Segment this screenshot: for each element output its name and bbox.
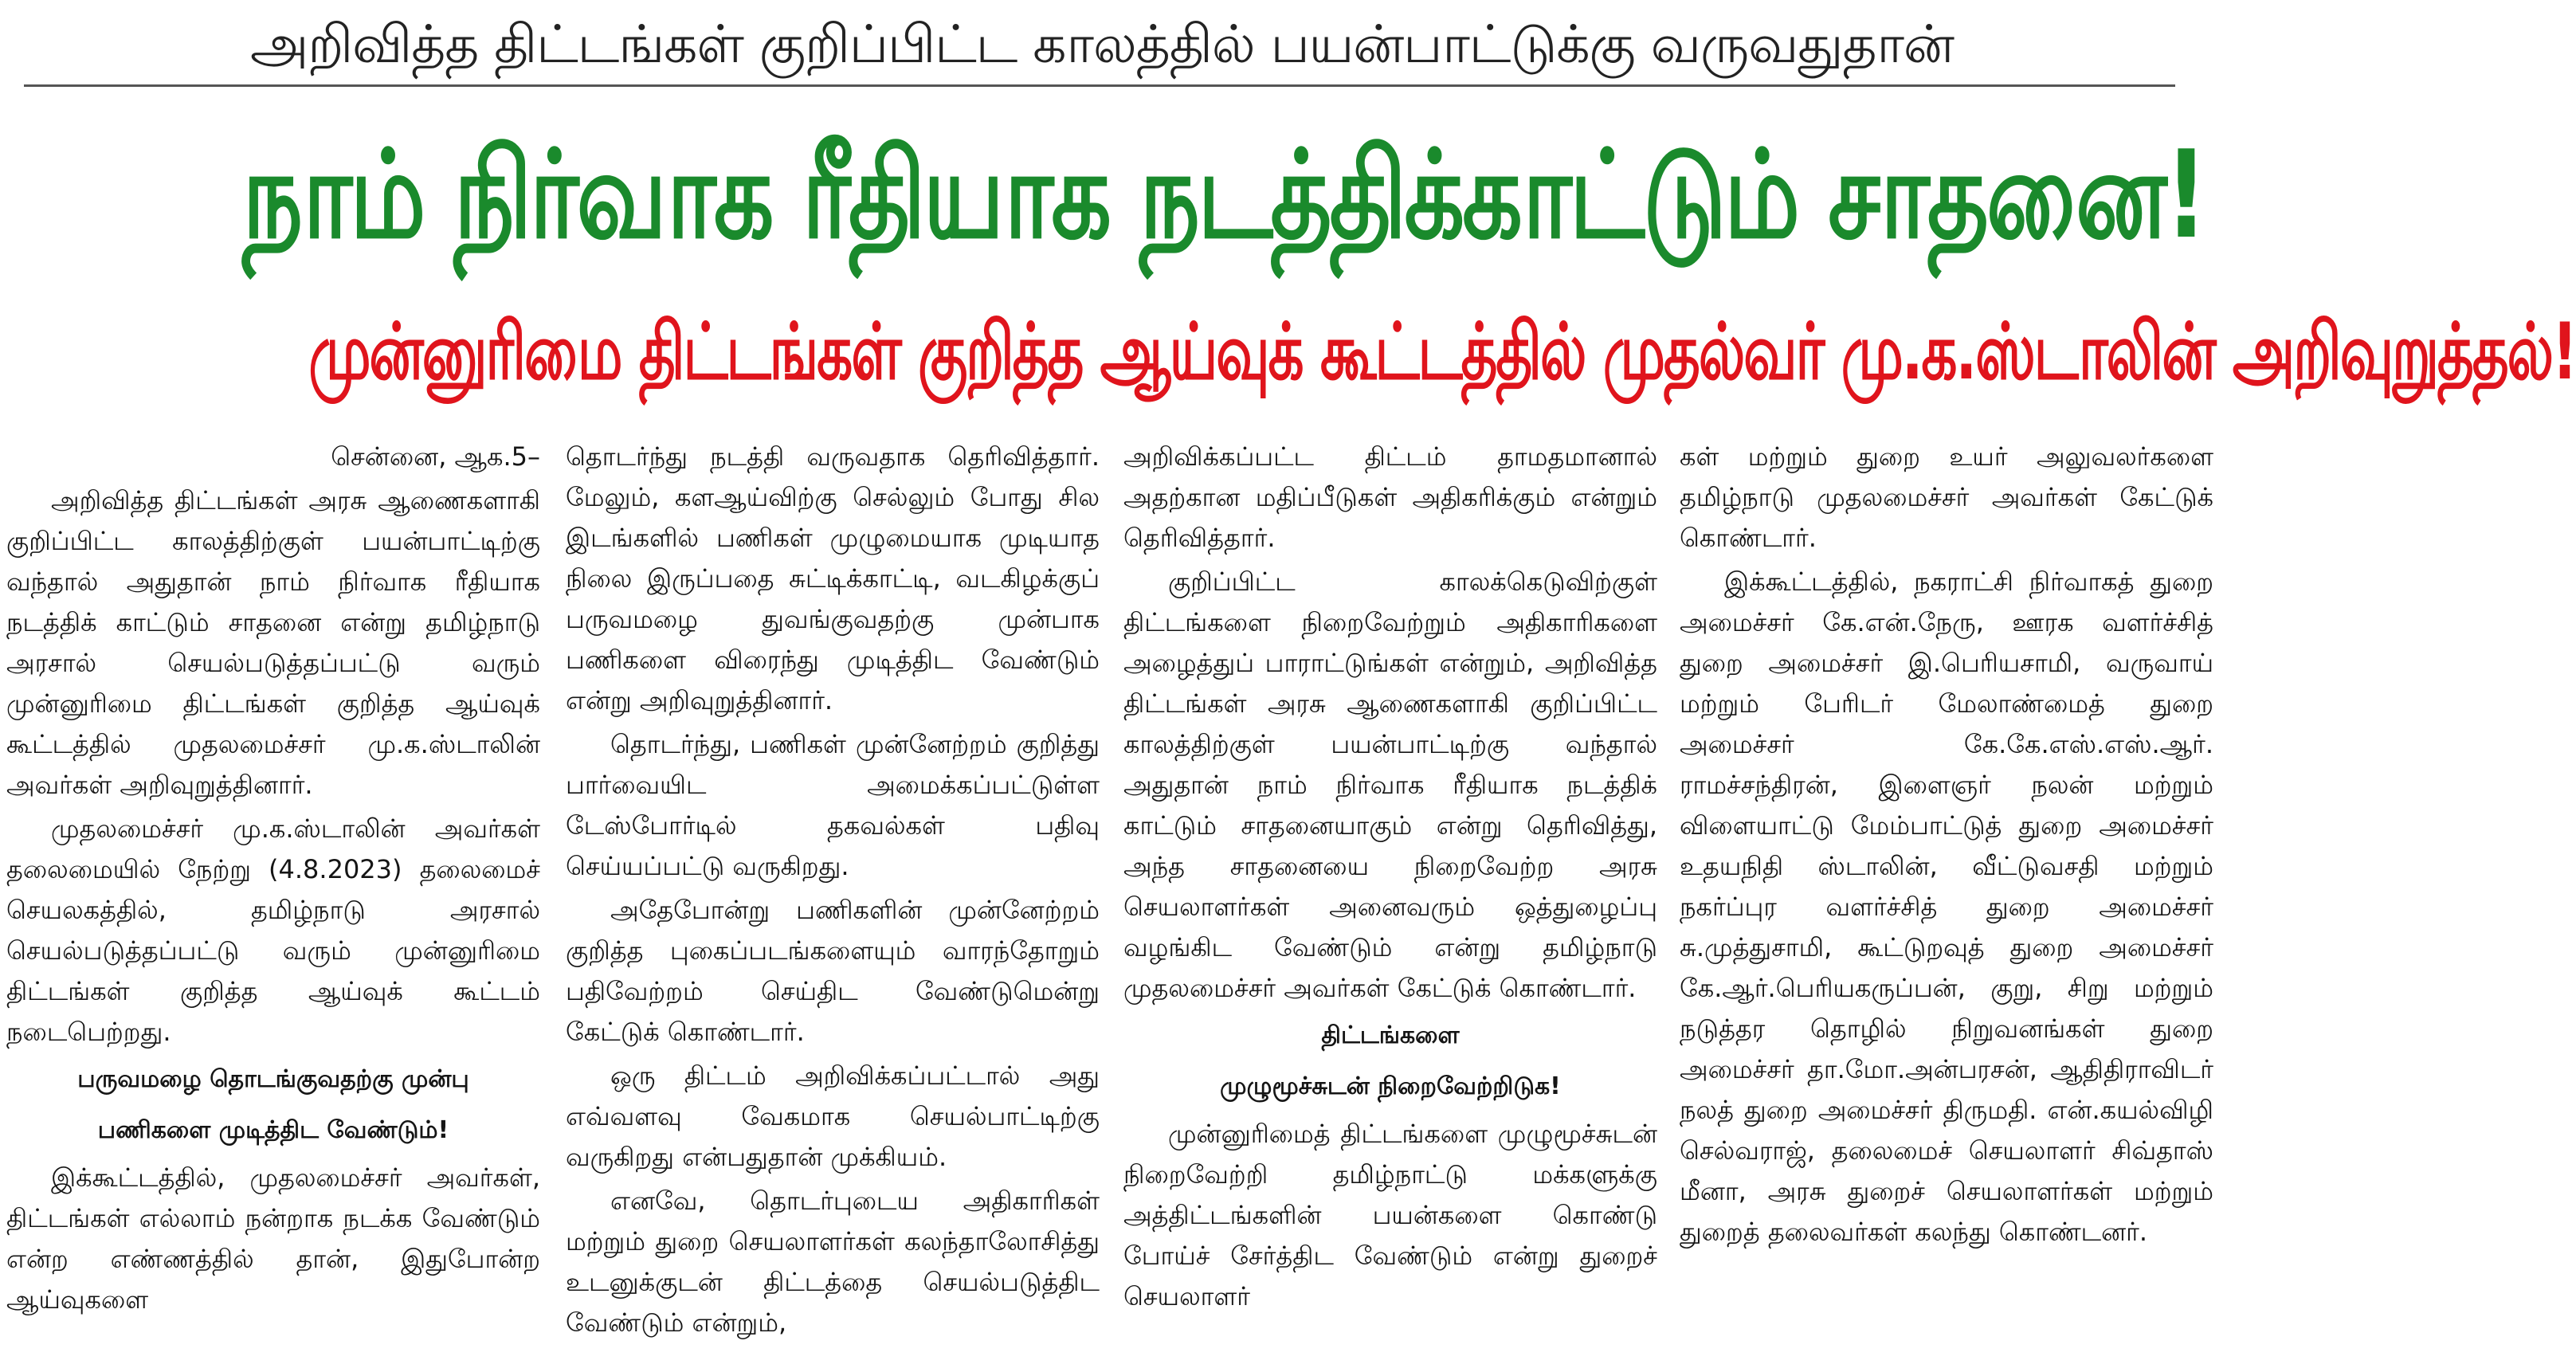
article-column-3 [1123,437,1657,1372]
article-column-2 [566,437,1100,1372]
paragraph: முதலமைச்சர் மு.க.ஸ்டாலின் அவர்கள் தலைமையில் நேற்று (4.8.2023) தலைமைச் செயலகத்தில், தமிழ்நாடு அரசால் செயல்படுத்தப்பட்டு வரும் முன்னுரிமை திட்டங்கள் குறித்த ஆய்வுக் கூட்டம் நடைபெற்றது. [6,813,540,1047]
divider [24,84,2175,87]
paragraph: கள் மற்றும் துறை உயர் அலுவலர்களை தமிழ்நாடு முதலமைச்சர் அவர்கள் கேட்டுக் கொண்டார். [1680,441,2213,553]
section-subheading: பருவமழை தொடங்குவதற்கு முன்பு [77,1065,469,1093]
sub-headline: முன்னுரிமை திட்டங்கள் குறித்த ஆய்வுக் கூட்டத்தில் முதல்வர் மு.க.ஸ்டாலின் அறிவுறுத்தல்! [308,307,2576,398]
paragraph: எனவே, தொடர்புடைய அதிகாரிகள் மற்றும் துறை செயலாளர்கள் கலந்தாலோசித்து உடனுக்குடன் திட்டத்தை செயல்படுத்திட வேண்டும் என்றும், [566,1186,1100,1338]
section-subheading: திட்டங்களை [1321,1021,1460,1049]
paragraph: தொடர்ந்து நடத்தி வருவதாக தெரிவித்தார். மேலும், களஆய்விற்கு செல்லும் போது சில இடங்களில் பணிகள் முழுமையாக முடியாத நிலை இருப்பதை சுட்டிக்காட்டி, வடகிழக்குப் பருவமழை துவங்குவதற்கு முன்பாக பணிகளை விரைந்து முடித்திட வேண்டும் என்று அறிவுறுத்தினார். [566,441,1100,715]
section-subheading: பணிகளை முடித்திட வேண்டும்! [97,1116,449,1144]
dateline: சென்னை, ஆக.5– [331,441,540,472]
paragraph: இக்கூட்டத்தில், முதலமைச்சர் அவர்கள், திட்டங்கள் எல்லாம் நன்றாக நடக்க வேண்டும் என்ற எண்ணத்தில் தான், இதுபோன்ற ஆய்வுகளை [6,1162,540,1315]
paragraph: முன்னுரிமைத் திட்டங்களை முழுமூச்சுடன் நிறைவேற்றி தமிழ்நாட்டு மக்களுக்கு அத்திட்டங்களின் பயன்களை கொண்டு போய்ச் சேர்த்திட வேண்டும் என்று துறைச் செயலாளர் [1123,1119,1657,1311]
article-column-4 [1680,437,2213,1372]
paragraph: குறிப்பிட்ட காலக்கெடுவிற்குள் திட்டங்களை நிறைவேற்றும் அதிகாரிகளை அழைத்துப் பாராட்டுங்கள் என்றும், அறிவித்த திட்டங்கள் அரசு ஆணைகளாகி குறிப்பிட்ட காலத்திற்குள் பயன்பாட்டிற்கு வந்தால் அதுதான் நாம் நிர்வாக ரீதியாக நடத்திக் காட்டும் சாதனையாகும் என்று தெரிவித்து, அந்த சாதனையை நிறைவேற்ற அரசு செயலாளர்கள் அனைவரும் ஒத்துழைப்பு வழங்கிட வேண்டும் என்று தமிழ்நாடு முதலமைச்சர் அவர்கள் கேட்டுக் கொண்டார். [1123,566,1657,1003]
paragraph: தொடர்ந்து, பணிகள் முன்னேற்றம் குறித்து பார்வையிட அமைக்கப்பட்டுள்ள டேஸ்போர்டில் தகவல்கள் பதிவு செய்யப்பட்டு வருகிறது. [566,729,1100,881]
section-subheading: முழுமூச்சுடன் நிறைவேற்றிடுக! [1220,1072,1561,1100]
paragraph: ஒரு திட்டம் அறிவிக்கப்பட்டால் அது எவ்வளவு வேகமாக செயல்பாட்டிற்கு வருகிறது என்பதுதான் முக்கியம். [566,1060,1100,1172]
main-headline: நாம் நிர்வாக ரீதியாக நடத்திக்காட்டும் சாதனை! [242,124,2205,265]
paragraph: இக்கூட்டத்தில், நகராட்சி நிர்வாகத் துறை அமைச்சர் கே.என்.நேரு, ஊரக வளர்ச்சித் துறை அமைச்சர் இ.பெரியசாமி, வருவாய் மற்றும் பேரிடர் மேலாண்மைத் துறை அமைச்சர் கே.கே.எஸ்.எஸ்.ஆர். ராமச்சந்திரன், இளைஞர் நலன் மற்றும் விளையாட்டு மேம்பாட்டுத் துறை அமைச்சர் உதயநிதி ஸ்டாலின், வீட்டுவசதி மற்றும் நகர்ப்புர வளர்ச்சித் துறை அமைச்சர் சு.முத்துசாமி, கூட்டுறவுத் துறை அமைச்சர் கே.ஆர்.பெரியகருப்பன், குறு, சிறு மற்றும் நடுத்தர தொழில் நிறுவனங்கள் துறை அமைச்சர் தா.மோ.அன்பரசன், ஆதிதிராவிடர் நலத் துறை அமைச்சர் திருமதி. என்.கயல்விழி செல்வராஜ், தலைமைச் செயலாளர் சிவ்தாஸ் மீனா, அரசு துறைச் செயலாளர்கள் மற்றும் துறைத் தலைவர்கள் கலந்து கொண்டனர். [1680,566,2213,1247]
article-column-1 [6,437,540,1372]
kicker-headline: அறிவித்த திட்டங்கள் குறிப்பிட்ட காலத்தில் பயன்பாட்டுக்கு வருவதுதான் [250,14,1954,75]
paragraph: அதேபோன்று பணிகளின் முன்னேற்றம் குறித்த புகைப்படங்களையும் வாரந்தோறும் பதிவேற்றம் செய்திட வேண்டுமென்று கேட்டுக் கொண்டார். [566,895,1100,1047]
article-body [0,437,2213,1372]
paragraph: அறிவித்த திட்டங்கள் அரசு ஆணைகளாகி குறிப்பிட்ட காலத்திற்குள் பயன்பாட்டிற்கு வந்தால் அதுதான் நாம் நிர்வாக ரீதியாக நடத்திக் காட்டும் சாதனை என்று தமிழ்நாடு அரசால் செயல்படுத்தப்பட்டு வரும் முன்னுரிமை திட்டங்கள் குறித்த ஆய்வுக் கூட்டத்தில் முதலமைச்சர் மு.க.ஸ்டாலின் அவர்கள் அறிவுறுத்தினார். [6,485,540,800]
paragraph: அறிவிக்கப்பட்ட திட்டம் தாமதமானால் அதற்கான மதிப்பீடுகள் அதிகரிக்கும் என்றும் தெரிவித்தார். [1123,441,1657,553]
